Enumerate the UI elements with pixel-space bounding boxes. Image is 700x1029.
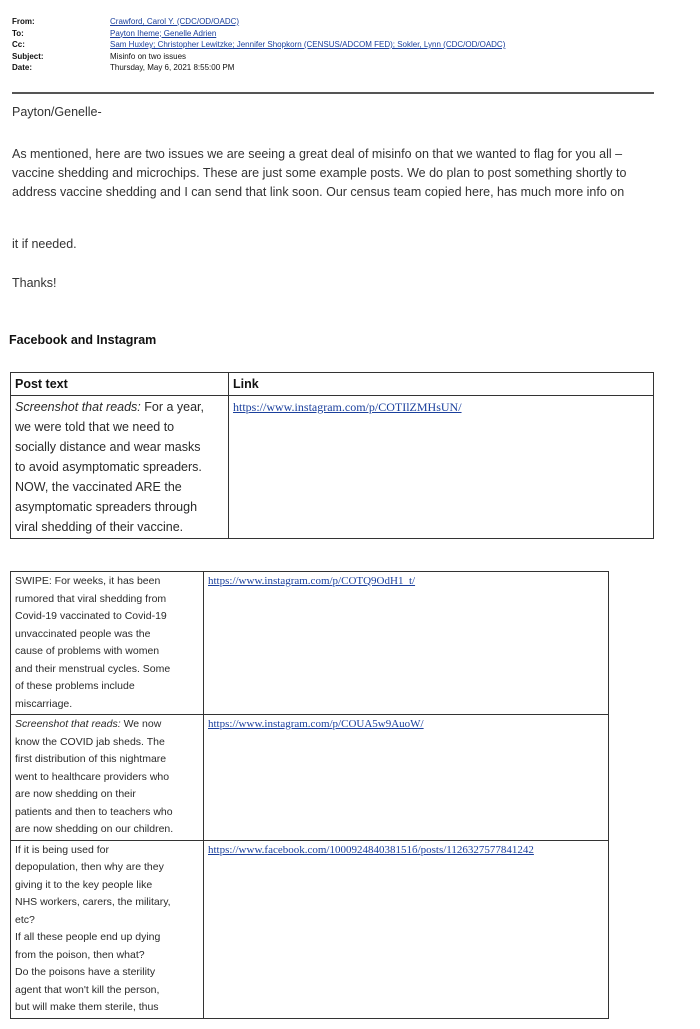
paragraph-line: vaccine shedding and microchips. These are just some example posts. We do plan to post something shortly to	[12, 166, 627, 180]
link-cell	[204, 840, 609, 1018]
post-text-line: NOW, the vaccinated ARE the	[15, 480, 182, 494]
post-text-line: to avoid asymptomatic spreaders.	[15, 460, 202, 474]
table-row	[11, 715, 609, 841]
link-cell	[229, 396, 654, 539]
to-label: To:	[12, 28, 24, 38]
post-text-line: viral shedding of their vaccine.	[15, 520, 184, 534]
cc-label: Cc:	[12, 40, 25, 49]
post-text-line: are now shedding on their	[15, 788, 136, 800]
post-text-line: cause of problems with women	[15, 645, 160, 657]
post-text-line: from the poison, then what?	[15, 948, 145, 961]
post-text-line: are now shedding on our children.	[15, 823, 174, 835]
posts-table-2	[10, 571, 609, 1019]
post-text-line: We now	[120, 718, 162, 730]
post-text-line: we were told that we need to	[15, 420, 175, 434]
post-text-line: Covid-19 vaccinated to Covid-19	[15, 610, 167, 622]
post-text-line: rumored that viral shedding from	[15, 592, 167, 605]
to-row	[12, 28, 662, 40]
post-text-line: unvaccinated people was the	[15, 627, 151, 640]
table-row	[11, 396, 654, 539]
section-heading: Facebook and Instagram	[9, 333, 157, 347]
table-row	[11, 572, 609, 715]
from-value[interactable]: Crawford, Carol Y. (CDC/OD/OADC)	[110, 17, 240, 26]
screenshot-prefix: Screenshot that reads:	[15, 400, 141, 414]
email-header	[12, 16, 662, 74]
message-paragraph	[12, 145, 626, 202]
post-text-line: etc?	[15, 913, 35, 926]
post-text-line: know the COVID jab sheds. The	[15, 735, 165, 748]
screenshot-prefix: Screenshot that reads:	[15, 718, 121, 730]
post-text-line: For a year,	[140, 400, 205, 414]
date-row	[12, 62, 662, 74]
paragraph-line: As mentioned, here are two issues we are seeing a great deal of misinfo on that we wanted to flag for you all –	[12, 147, 623, 161]
post-text-cell	[11, 715, 204, 841]
post-link[interactable]: https://www.instagram.com/p/COTIlZMHsUN/	[233, 400, 462, 414]
date-value: Thursday, May 6, 2021 8:55:00 PM	[110, 63, 235, 72]
sign-off: Thanks!	[12, 276, 57, 290]
post-text-line: If it is being used for	[15, 843, 109, 856]
post-text-line: SWIPE: For weeks, it has been	[15, 575, 161, 587]
subject-row	[12, 51, 662, 63]
cc-row	[12, 39, 662, 51]
post-text-header: Post text	[11, 373, 229, 396]
post-text-line: but will make them sterile, thus	[15, 1001, 159, 1013]
header-divider	[12, 92, 654, 94]
post-text-cell	[11, 572, 204, 715]
post-link[interactable]: https://www.instagram.com/p/COTQ9OdH1_t/	[208, 575, 416, 587]
post-text-line: depopulation, then why are they	[15, 861, 164, 873]
post-text-line: agent that won't kill the person,	[15, 983, 160, 996]
post-link[interactable]: https://www.instagram.com/p/COUA5w9AuoW/	[208, 718, 424, 730]
subject-value: Misinfo on two issues	[110, 51, 187, 61]
post-text-line: went to healthcare providers who	[15, 770, 170, 783]
post-text-line: If all these people end up dying	[15, 931, 161, 943]
subject-label: Subject:	[12, 51, 44, 61]
post-text-line: first distribution of this nightmare	[15, 753, 167, 765]
table-row	[11, 840, 609, 1018]
posts-table-1	[10, 372, 654, 539]
post-text-line: NHS workers, carers, the military,	[15, 896, 171, 908]
paragraph-line: address vaccine shedding and I can send that link soon. Our census team copied here, has much more info on	[12, 185, 625, 199]
post-text-cell	[11, 396, 229, 539]
link-cell	[204, 715, 609, 841]
from-label: From:	[12, 17, 35, 26]
post-text-line: patients and then to teachers who	[15, 805, 173, 818]
post-text-line: asymptomatic spreaders through	[15, 500, 198, 514]
post-text-line: giving it to the key people like	[15, 878, 153, 891]
post-link[interactable]: https://www.facebook.com/100092484038151б/posts/1126327577841242	[208, 843, 534, 856]
post-text-cell	[11, 840, 204, 1018]
post-text-line: socially distance and wear masks	[15, 440, 201, 454]
cc-value[interactable]: Sam Huxley; Christopher Lewitzke; Jennifer Shopkorn (CENSUS/ADCOM FED); Sokler, Lynn (CDC/OD/OADC)	[110, 40, 506, 49]
greeting: Payton/Genelle-	[12, 105, 102, 119]
post-text-line: Do the poisons have a sterility	[15, 966, 156, 978]
link-cell	[204, 572, 609, 715]
link-header: Link	[229, 373, 654, 396]
to-value[interactable]: Payton Iheme; Genelle Adrien	[110, 28, 217, 38]
post-text-line: and their menstrual cycles. Some	[15, 662, 171, 675]
post-text-line: miscarriage.	[15, 697, 73, 710]
paragraph-line: it if needed.	[12, 237, 77, 251]
table-header-row	[11, 373, 654, 396]
date-label: Date:	[12, 63, 33, 72]
from-row	[12, 16, 662, 28]
post-text-line: of these problems include	[15, 680, 135, 692]
